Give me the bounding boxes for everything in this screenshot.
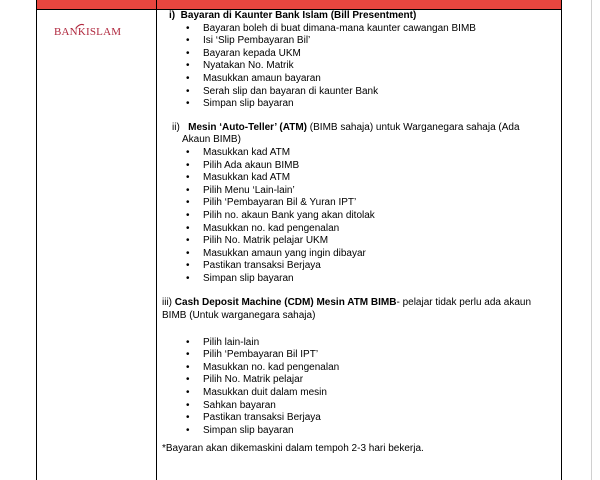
update-note: *Bayaran akan dikemaskini dalam tempoh 2-3 hari bekerja. <box>162 443 424 455</box>
list-item: • Pilih Menu ‘Lain-lain’ <box>162 185 558 198</box>
list-item: • Masukkan amaun bayaran <box>162 73 558 86</box>
list-item: • Pastikan transaksi Berjaya <box>162 412 558 425</box>
logo-text: BANKISLAM <box>54 26 122 38</box>
list-item: • Masukkan amaun yang ingin dibayar <box>162 248 558 261</box>
list-item: • Pilih Ada akaun BIMB <box>162 160 558 173</box>
list-item: • Sahkan bayaran <box>162 400 558 413</box>
section-title: Mesin ‘Auto-Teller’ (ATM) <box>188 121 308 133</box>
section-cdm-payment <box>162 297 558 437</box>
section-title: Cash Deposit Machine (CDM) Mesin ATM BIMB <box>174 297 397 309</box>
section-number: ii) <box>172 121 180 133</box>
list-item: • Pilih No. Matrik pelajar <box>162 374 558 387</box>
list-item: • Isi ‘Slip Pembayaran Bil’ <box>162 35 558 48</box>
list-item: • Masukkan duit dalam mesin <box>162 387 558 400</box>
table-border-left <box>36 0 37 480</box>
list-item: • Bayaran kepada UKM <box>162 48 558 61</box>
list-item: • Serah slip dan bayaran di kaunter Bank <box>162 86 558 99</box>
section-title-rest: (BIMB sahaja) untuk Warganegara sahaja (Ada <box>309 121 520 133</box>
list-item: • Masukkan kad ATM <box>162 172 558 185</box>
table-border-middle <box>156 0 157 480</box>
list-item: • Simpan slip bayaran <box>162 98 558 111</box>
list-item: • Nyatakan No. Matrik <box>162 60 558 73</box>
section-heading <box>162 10 558 23</box>
list-item: • Masukkan no. kad pengenalan <box>162 223 558 236</box>
section-title-rest: - pelajar tidak perlu ada akaun <box>396 297 531 309</box>
bank-islam-logo <box>54 26 122 40</box>
list-item: • Pilih no. akaun Bank yang akan ditolak <box>162 210 558 223</box>
section-atm-payment <box>162 122 558 286</box>
list-item: • Masukkan kad ATM <box>162 147 558 160</box>
section-counter-payment <box>162 10 558 111</box>
list-item: • Pilih ‘Pembayaran Bil & Yuran IPT’ <box>162 197 558 210</box>
page-edge <box>591 0 592 480</box>
list-item: • Pilih lain-lain <box>162 337 558 350</box>
step-list <box>162 23 558 111</box>
section-heading <box>162 297 558 310</box>
section-number: i) <box>169 10 176 21</box>
section-heading-line2: Akaun BIMB) <box>182 134 241 146</box>
table-header-band <box>37 0 561 9</box>
section-heading-line2: BIMB (Untuk warganegara sahaja) <box>162 310 316 322</box>
section-heading <box>162 122 558 135</box>
list-item: • Simpan slip bayaran <box>162 425 558 438</box>
table-border-right <box>561 0 562 480</box>
list-item: • Simpan slip bayaran <box>162 273 558 286</box>
list-item: • Bayaran boleh di buat dimana-mana kaunter cawangan BIMB <box>162 23 558 36</box>
step-list <box>162 337 558 438</box>
list-item: • Masukkan no. kad pengenalan <box>162 362 558 375</box>
section-number: iii) <box>162 297 172 309</box>
section-title: Bayaran di Kaunter Bank Islam (Bill Presentment) <box>180 10 417 21</box>
payment-instructions <box>162 10 558 456</box>
list-item: • Pastikan transaksi Berjaya <box>162 260 558 273</box>
logo-swoosh-icon <box>75 23 85 29</box>
list-item: • Pilih No. Matrik pelajar UKM <box>162 235 558 248</box>
step-list <box>162 147 558 286</box>
list-item: • Pilih ‘Pembayaran Bil IPT’ <box>162 349 558 362</box>
